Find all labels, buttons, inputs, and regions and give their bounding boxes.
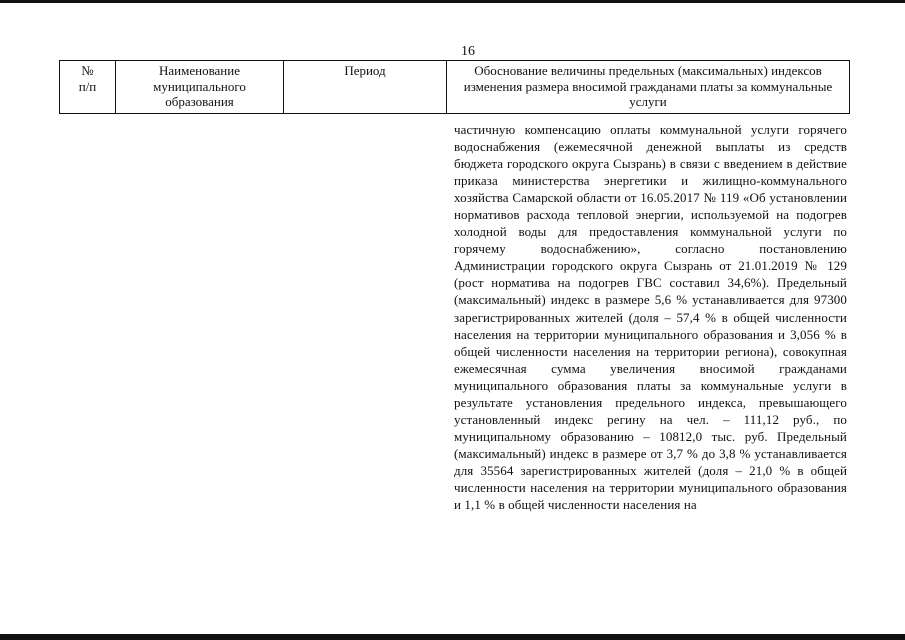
header-justification: [447, 61, 850, 114]
header-municipality-text: Наименование муниципального образования: [153, 63, 246, 109]
indices-table: [59, 60, 850, 114]
header-justification-text: Обоснование величины предельных (максимальных) индексов изменения размера вносимой гражданами платы за коммунальные услуги: [463, 63, 833, 109]
page-number: 16: [461, 44, 475, 59]
header-municipality: [116, 61, 284, 114]
table-header-row: [60, 61, 850, 114]
header-number-text: № п/п: [78, 63, 97, 94]
header-number: [60, 61, 116, 114]
justification-text-block: [454, 121, 847, 513]
header-period: [284, 61, 447, 114]
scan-top-edge: [0, 0, 905, 3]
justification-paragraph: частичную компенсацию оплаты коммунальной услуги горячего водоснабжения (ежемесячной денежной выплаты из средств бюджета городского округа Сызрань) в связи с введением в действие приказа министерства энергетики и жилищно-коммунального хозяйства Самарской области от 16.05.2017 № 119 «Об установлении нормативов расхода тепловой энергии, используемой на подогрев холодной воды для предоставления коммунальной услуги по горячему водоснабжению», согласно постановлению Администрации городского округа Сызрань от 21.01.2019 № 129 (рост норматива на подогрев ГВС составил 34,6%). Предельный (максимальный) индекс в размере 5,6 % устанавливается для 97300 зарегистрированных жителей (доля – 57,4 % в общей численности населения на территории муниципального образования и 3,056 % в общей численности населения на территории региона), совокупная ежемесячная сумма увеличения вносимой гражданами муниципального образования платы за коммунальные услуги в результате установления предельного индекса, превышающего установленный индекс регину на чел. – 111,12 руб., по муниципальному образованию – 10812,0 тыс. руб. Предельный (максимальный) индекс в размере от 3,7 % до 3,8 % устанавливается для 35564 зарегистрированных жителей (доля – 21,0 % в общей численности населения на территории муниципального образования и 1,1 % в общей численности населения на: [454, 122, 847, 513]
scan-bottom-edge: [0, 634, 905, 640]
header-period-text: Период: [344, 63, 386, 78]
